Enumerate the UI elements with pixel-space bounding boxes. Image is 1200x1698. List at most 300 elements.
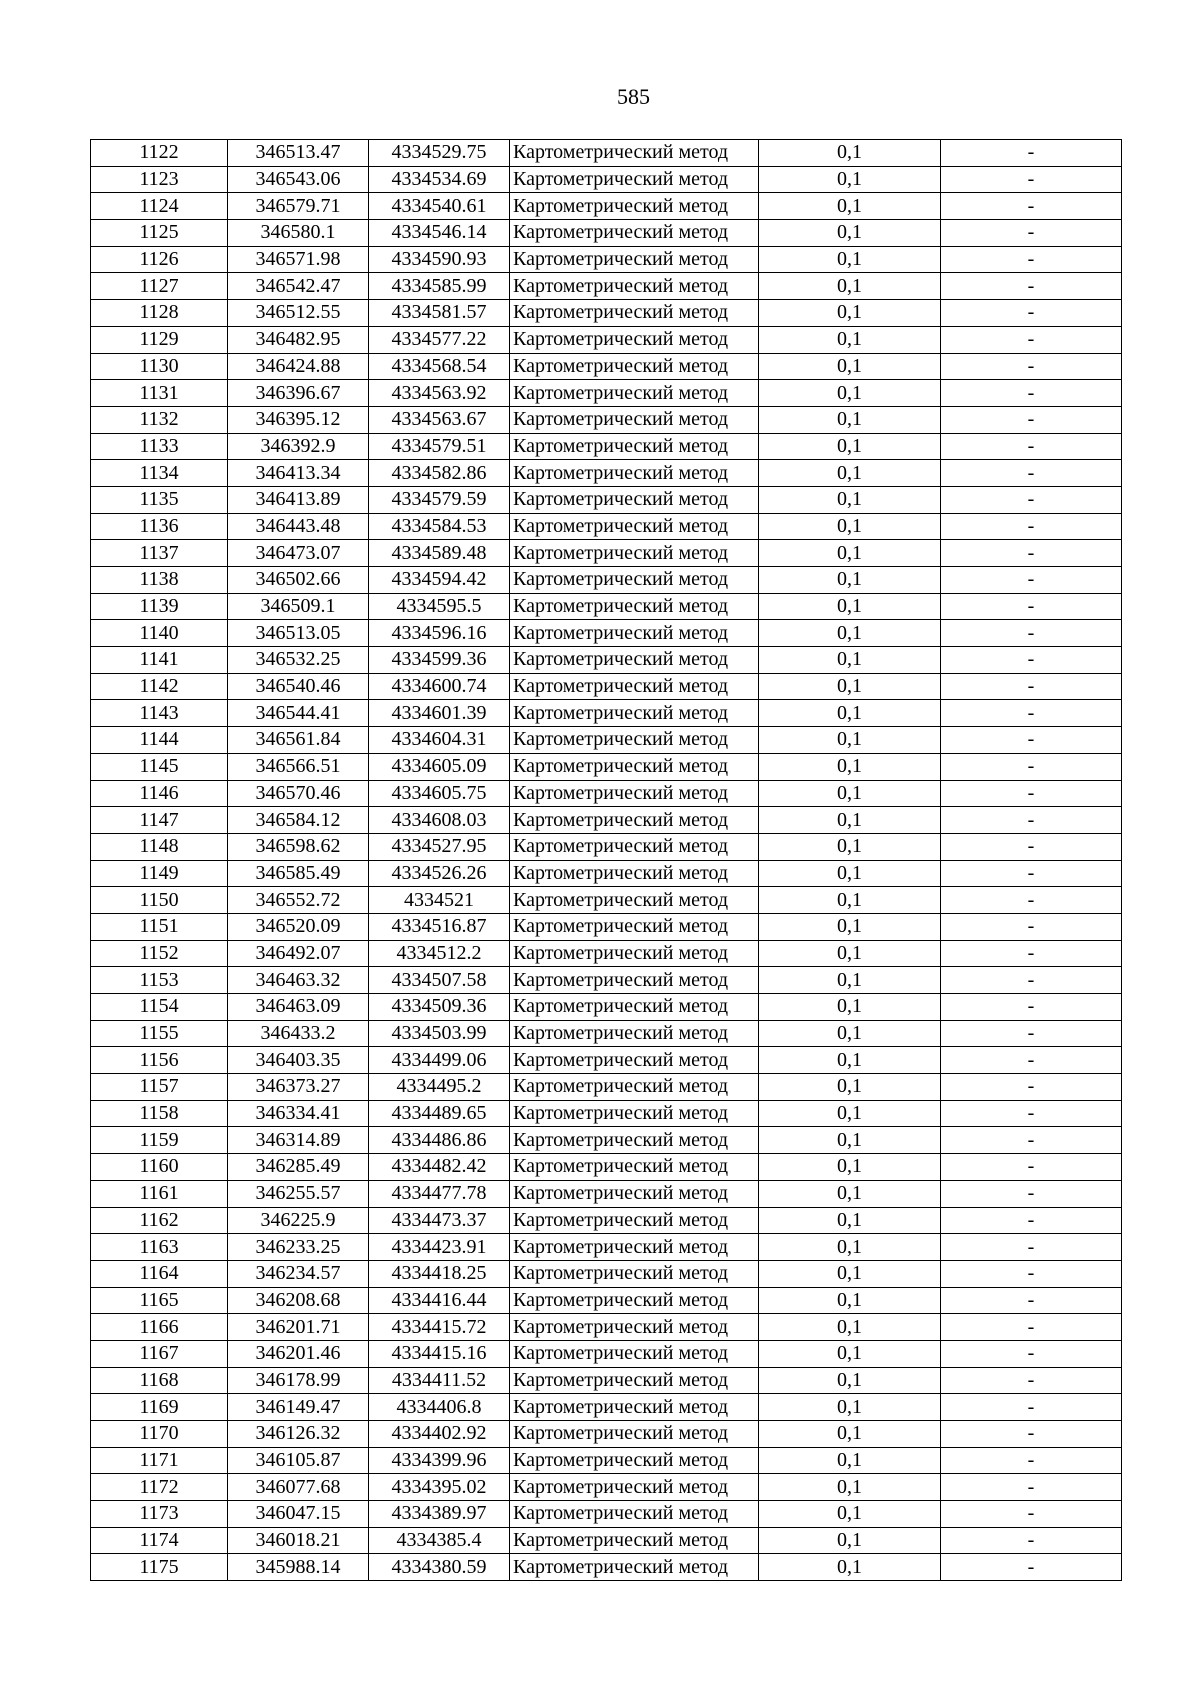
table-row (91, 994, 1122, 1021)
note-cell: - (941, 1367, 1122, 1394)
x-coordinate-cell: 346403.35 (228, 1047, 369, 1074)
method-cell: Картометрический метод (510, 913, 759, 940)
method-cell: Картометрический метод (510, 1447, 759, 1474)
accuracy-cell: 0,1 (759, 380, 941, 407)
table-row (91, 593, 1122, 620)
x-coordinate-cell: 346413.89 (228, 486, 369, 513)
point-number-cell: 1173 (91, 1501, 228, 1528)
point-number-cell: 1160 (91, 1154, 228, 1181)
table-row (91, 1180, 1122, 1207)
point-number-cell: 1141 (91, 647, 228, 674)
point-number-cell: 1175 (91, 1554, 228, 1581)
accuracy-cell: 0,1 (759, 887, 941, 914)
y-coordinate-cell: 4334599.36 (369, 647, 510, 674)
method-cell: Картометрический метод (510, 1074, 759, 1101)
point-number-cell: 1174 (91, 1527, 228, 1554)
x-coordinate-cell: 346502.66 (228, 567, 369, 594)
table-row (91, 1100, 1122, 1127)
table-row (91, 326, 1122, 353)
accuracy-cell: 0,1 (759, 1260, 941, 1287)
point-number-cell: 1151 (91, 913, 228, 940)
accuracy-cell: 0,1 (759, 753, 941, 780)
x-coordinate-cell: 346540.46 (228, 673, 369, 700)
x-coordinate-cell: 346509.1 (228, 593, 369, 620)
method-cell: Картометрический метод (510, 1287, 759, 1314)
point-number-cell: 1131 (91, 380, 228, 407)
table-row (91, 140, 1122, 167)
accuracy-cell: 0,1 (759, 940, 941, 967)
x-coordinate-cell: 346492.07 (228, 940, 369, 967)
y-coordinate-cell: 4334509.36 (369, 994, 510, 1021)
note-cell: - (941, 807, 1122, 834)
accuracy-cell: 0,1 (759, 1527, 941, 1554)
note-cell: - (941, 1260, 1122, 1287)
x-coordinate-cell: 346334.41 (228, 1100, 369, 1127)
table-row (91, 887, 1122, 914)
y-coordinate-cell: 4334590.93 (369, 246, 510, 273)
point-number-cell: 1154 (91, 994, 228, 1021)
note-cell: - (941, 406, 1122, 433)
note-cell: - (941, 1314, 1122, 1341)
accuracy-cell: 0,1 (759, 913, 941, 940)
table-row (91, 1287, 1122, 1314)
accuracy-cell: 0,1 (759, 1447, 941, 1474)
table-row (91, 1314, 1122, 1341)
point-number-cell: 1168 (91, 1367, 228, 1394)
y-coordinate-cell: 4334563.92 (369, 380, 510, 407)
x-coordinate-cell: 346233.25 (228, 1234, 369, 1261)
table-row (91, 166, 1122, 193)
point-number-cell: 1153 (91, 967, 228, 994)
note-cell: - (941, 940, 1122, 967)
point-number-cell: 1169 (91, 1394, 228, 1421)
point-number-cell: 1129 (91, 326, 228, 353)
note-cell: - (941, 994, 1122, 1021)
table-row (91, 486, 1122, 513)
x-coordinate-cell: 346314.89 (228, 1127, 369, 1154)
note-cell: - (941, 513, 1122, 540)
y-coordinate-cell: 4334601.39 (369, 700, 510, 727)
x-coordinate-cell: 346513.05 (228, 620, 369, 647)
y-coordinate-cell: 4334605.75 (369, 780, 510, 807)
method-cell: Картометрический метод (510, 807, 759, 834)
table-row (91, 1367, 1122, 1394)
x-coordinate-cell: 346149.47 (228, 1394, 369, 1421)
table-row (91, 620, 1122, 647)
method-cell: Картометрический метод (510, 1180, 759, 1207)
note-cell: - (941, 780, 1122, 807)
x-coordinate-cell: 346482.95 (228, 326, 369, 353)
note-cell: - (941, 913, 1122, 940)
table-row (91, 1154, 1122, 1181)
y-coordinate-cell: 4334585.99 (369, 273, 510, 300)
point-number-cell: 1167 (91, 1340, 228, 1367)
table-row (91, 860, 1122, 887)
accuracy-cell: 0,1 (759, 967, 941, 994)
accuracy-cell: 0,1 (759, 513, 941, 540)
point-number-cell: 1135 (91, 486, 228, 513)
method-cell: Картометрический метод (510, 753, 759, 780)
note-cell: - (941, 246, 1122, 273)
y-coordinate-cell: 4334477.78 (369, 1180, 510, 1207)
table-row (91, 1207, 1122, 1234)
method-cell: Картометрический метод (510, 460, 759, 487)
x-coordinate-cell: 346552.72 (228, 887, 369, 914)
y-coordinate-cell: 4334546.14 (369, 220, 510, 247)
table-row (91, 273, 1122, 300)
y-coordinate-cell: 4334534.69 (369, 166, 510, 193)
x-coordinate-cell: 346544.41 (228, 700, 369, 727)
x-coordinate-cell: 346566.51 (228, 753, 369, 780)
note-cell: - (941, 460, 1122, 487)
accuracy-cell: 0,1 (759, 700, 941, 727)
y-coordinate-cell: 4334584.53 (369, 513, 510, 540)
method-cell: Картометрический метод (510, 433, 759, 460)
note-cell: - (941, 166, 1122, 193)
method-cell: Картометрический метод (510, 540, 759, 567)
point-number-cell: 1166 (91, 1314, 228, 1341)
point-number-cell: 1134 (91, 460, 228, 487)
point-number-cell: 1159 (91, 1127, 228, 1154)
x-coordinate-cell: 346585.49 (228, 860, 369, 887)
x-coordinate-cell: 346255.57 (228, 1180, 369, 1207)
point-number-cell: 1144 (91, 727, 228, 754)
method-cell: Картометрический метод (510, 780, 759, 807)
y-coordinate-cell: 4334529.75 (369, 140, 510, 167)
note-cell: - (941, 380, 1122, 407)
accuracy-cell: 0,1 (759, 647, 941, 674)
y-coordinate-cell: 4334507.58 (369, 967, 510, 994)
accuracy-cell: 0,1 (759, 860, 941, 887)
point-number-cell: 1125 (91, 220, 228, 247)
x-coordinate-cell: 346208.68 (228, 1287, 369, 1314)
accuracy-cell: 0,1 (759, 166, 941, 193)
x-coordinate-cell: 346413.34 (228, 460, 369, 487)
point-number-cell: 1145 (91, 753, 228, 780)
point-number-cell: 1164 (91, 1260, 228, 1287)
note-cell: - (941, 887, 1122, 914)
y-coordinate-cell: 4334589.48 (369, 540, 510, 567)
method-cell: Картометрический метод (510, 1554, 759, 1581)
method-cell: Картометрический метод (510, 673, 759, 700)
table-row (91, 567, 1122, 594)
method-cell: Картометрический метод (510, 593, 759, 620)
x-coordinate-cell: 346584.12 (228, 807, 369, 834)
note-cell: - (941, 540, 1122, 567)
method-cell: Картометрический метод (510, 1100, 759, 1127)
x-coordinate-cell: 346373.27 (228, 1074, 369, 1101)
accuracy-cell: 0,1 (759, 780, 941, 807)
method-cell: Картометрический метод (510, 220, 759, 247)
note-cell: - (941, 1074, 1122, 1101)
method-cell: Картометрический метод (510, 860, 759, 887)
x-coordinate-cell: 346598.62 (228, 833, 369, 860)
y-coordinate-cell: 4334423.91 (369, 1234, 510, 1261)
method-cell: Картометрический метод (510, 326, 759, 353)
accuracy-cell: 0,1 (759, 433, 941, 460)
accuracy-cell: 0,1 (759, 833, 941, 860)
y-coordinate-cell: 4334600.74 (369, 673, 510, 700)
table-row (91, 1447, 1122, 1474)
point-number-cell: 1143 (91, 700, 228, 727)
table-row (91, 246, 1122, 273)
table-row (91, 647, 1122, 674)
method-cell: Картометрический метод (510, 994, 759, 1021)
accuracy-cell: 0,1 (759, 1100, 941, 1127)
point-number-cell: 1137 (91, 540, 228, 567)
x-coordinate-cell: 346201.71 (228, 1314, 369, 1341)
y-coordinate-cell: 4334516.87 (369, 913, 510, 940)
x-coordinate-cell: 346285.49 (228, 1154, 369, 1181)
method-cell: Картометрический метод (510, 700, 759, 727)
note-cell: - (941, 140, 1122, 167)
y-coordinate-cell: 4334418.25 (369, 1260, 510, 1287)
point-number-cell: 1123 (91, 166, 228, 193)
method-cell: Картометрический метод (510, 486, 759, 513)
y-coordinate-cell: 4334594.42 (369, 567, 510, 594)
y-coordinate-cell: 4334568.54 (369, 353, 510, 380)
point-number-cell: 1133 (91, 433, 228, 460)
y-coordinate-cell: 4334526.26 (369, 860, 510, 887)
y-coordinate-cell: 4334489.65 (369, 1100, 510, 1127)
table-row (91, 1394, 1122, 1421)
point-number-cell: 1142 (91, 673, 228, 700)
table-row (91, 1047, 1122, 1074)
y-coordinate-cell: 4334579.59 (369, 486, 510, 513)
y-coordinate-cell: 4334605.09 (369, 753, 510, 780)
method-cell: Картометрический метод (510, 1314, 759, 1341)
accuracy-cell: 0,1 (759, 1474, 941, 1501)
table-row (91, 1474, 1122, 1501)
method-cell: Картометрический метод (510, 406, 759, 433)
accuracy-cell: 0,1 (759, 406, 941, 433)
point-number-cell: 1158 (91, 1100, 228, 1127)
y-coordinate-cell: 4334563.67 (369, 406, 510, 433)
method-cell: Картометрический метод (510, 353, 759, 380)
table-row (91, 1340, 1122, 1367)
accuracy-cell: 0,1 (759, 1207, 941, 1234)
method-cell: Картометрический метод (510, 1047, 759, 1074)
x-coordinate-cell: 346580.1 (228, 220, 369, 247)
y-coordinate-cell: 4334596.16 (369, 620, 510, 647)
table-row (91, 940, 1122, 967)
table-row (91, 433, 1122, 460)
y-coordinate-cell: 4334411.52 (369, 1367, 510, 1394)
y-coordinate-cell: 4334499.06 (369, 1047, 510, 1074)
method-cell: Картометрический метод (510, 1367, 759, 1394)
y-coordinate-cell: 4334540.61 (369, 193, 510, 220)
y-coordinate-cell: 4334385.4 (369, 1527, 510, 1554)
x-coordinate-cell: 346396.67 (228, 380, 369, 407)
note-cell: - (941, 967, 1122, 994)
y-coordinate-cell: 4334581.57 (369, 300, 510, 327)
note-cell: - (941, 486, 1122, 513)
accuracy-cell: 0,1 (759, 1180, 941, 1207)
note-cell: - (941, 1447, 1122, 1474)
accuracy-cell: 0,1 (759, 460, 941, 487)
method-cell: Картометрический метод (510, 620, 759, 647)
accuracy-cell: 0,1 (759, 807, 941, 834)
point-number-cell: 1155 (91, 1020, 228, 1047)
point-number-cell: 1152 (91, 940, 228, 967)
x-coordinate-cell: 346543.06 (228, 166, 369, 193)
accuracy-cell: 0,1 (759, 1421, 941, 1448)
method-cell: Картометрический метод (510, 273, 759, 300)
method-cell: Картометрический метод (510, 380, 759, 407)
point-number-cell: 1138 (91, 567, 228, 594)
table-row (91, 353, 1122, 380)
x-coordinate-cell: 346126.32 (228, 1421, 369, 1448)
method-cell: Картометрический метод (510, 1020, 759, 1047)
x-coordinate-cell: 346433.2 (228, 1020, 369, 1047)
x-coordinate-cell: 346077.68 (228, 1474, 369, 1501)
note-cell: - (941, 567, 1122, 594)
table-row (91, 406, 1122, 433)
accuracy-cell: 0,1 (759, 1074, 941, 1101)
accuracy-cell: 0,1 (759, 353, 941, 380)
y-coordinate-cell: 4334395.02 (369, 1474, 510, 1501)
y-coordinate-cell: 4334416.44 (369, 1287, 510, 1314)
accuracy-cell: 0,1 (759, 1047, 941, 1074)
point-number-cell: 1140 (91, 620, 228, 647)
note-cell: - (941, 1180, 1122, 1207)
x-coordinate-cell: 346178.99 (228, 1367, 369, 1394)
table-row (91, 513, 1122, 540)
note-cell: - (941, 1154, 1122, 1181)
note-cell: - (941, 833, 1122, 860)
method-cell: Картометрический метод (510, 1421, 759, 1448)
accuracy-cell: 0,1 (759, 567, 941, 594)
note-cell: - (941, 1287, 1122, 1314)
x-coordinate-cell: 346018.21 (228, 1527, 369, 1554)
point-number-cell: 1132 (91, 406, 228, 433)
table-row (91, 1260, 1122, 1287)
point-number-cell: 1170 (91, 1421, 228, 1448)
coordinates-table-body (91, 140, 1122, 1581)
note-cell: - (941, 1474, 1122, 1501)
note-cell: - (941, 1340, 1122, 1367)
method-cell: Картометрический метод (510, 1340, 759, 1367)
accuracy-cell: 0,1 (759, 1367, 941, 1394)
table-row (91, 193, 1122, 220)
table-row (91, 380, 1122, 407)
table-row (91, 1074, 1122, 1101)
y-coordinate-cell: 4334495.2 (369, 1074, 510, 1101)
accuracy-cell: 0,1 (759, 1314, 941, 1341)
point-number-cell: 1136 (91, 513, 228, 540)
point-number-cell: 1157 (91, 1074, 228, 1101)
x-coordinate-cell: 346443.48 (228, 513, 369, 540)
note-cell: - (941, 1207, 1122, 1234)
note-cell: - (941, 353, 1122, 380)
method-cell: Картометрический метод (510, 567, 759, 594)
y-coordinate-cell: 4334595.5 (369, 593, 510, 620)
x-coordinate-cell: 346542.47 (228, 273, 369, 300)
note-cell: - (941, 273, 1122, 300)
point-number-cell: 1148 (91, 833, 228, 860)
y-coordinate-cell: 4334527.95 (369, 833, 510, 860)
table-row (91, 673, 1122, 700)
point-number-cell: 1130 (91, 353, 228, 380)
note-cell: - (941, 326, 1122, 353)
table-row (91, 1501, 1122, 1528)
point-number-cell: 1172 (91, 1474, 228, 1501)
y-coordinate-cell: 4334402.92 (369, 1421, 510, 1448)
point-number-cell: 1124 (91, 193, 228, 220)
accuracy-cell: 0,1 (759, 1127, 941, 1154)
x-coordinate-cell: 346225.9 (228, 1207, 369, 1234)
note-cell: - (941, 700, 1122, 727)
point-number-cell: 1162 (91, 1207, 228, 1234)
note-cell: - (941, 300, 1122, 327)
accuracy-cell: 0,1 (759, 486, 941, 513)
note-cell: - (941, 673, 1122, 700)
accuracy-cell: 0,1 (759, 140, 941, 167)
method-cell: Картометрический метод (510, 1394, 759, 1421)
table-row (91, 753, 1122, 780)
note-cell: - (941, 647, 1122, 674)
accuracy-cell: 0,1 (759, 1394, 941, 1421)
point-number-cell: 1161 (91, 1180, 228, 1207)
note-cell: - (941, 433, 1122, 460)
y-coordinate-cell: 4334389.97 (369, 1501, 510, 1528)
table-row (91, 1234, 1122, 1261)
method-cell: Картометрический метод (510, 1474, 759, 1501)
accuracy-cell: 0,1 (759, 727, 941, 754)
x-coordinate-cell: 346201.46 (228, 1340, 369, 1367)
note-cell: - (941, 593, 1122, 620)
point-number-cell: 1150 (91, 887, 228, 914)
table-row (91, 727, 1122, 754)
accuracy-cell: 0,1 (759, 1234, 941, 1261)
accuracy-cell: 0,1 (759, 620, 941, 647)
method-cell: Картометрический метод (510, 1260, 759, 1287)
note-cell: - (941, 1394, 1122, 1421)
x-coordinate-cell: 345988.14 (228, 1554, 369, 1581)
table-row (91, 540, 1122, 567)
method-cell: Картометрический метод (510, 887, 759, 914)
table-row (91, 780, 1122, 807)
method-cell: Картометрический метод (510, 513, 759, 540)
point-number-cell: 1165 (91, 1287, 228, 1314)
accuracy-cell: 0,1 (759, 193, 941, 220)
accuracy-cell: 0,1 (759, 540, 941, 567)
table-row (91, 300, 1122, 327)
method-cell: Картометрический метод (510, 1501, 759, 1528)
method-cell: Картометрический метод (510, 833, 759, 860)
point-number-cell: 1126 (91, 246, 228, 273)
accuracy-cell: 0,1 (759, 300, 941, 327)
y-coordinate-cell: 4334608.03 (369, 807, 510, 834)
x-coordinate-cell: 346463.09 (228, 994, 369, 1021)
y-coordinate-cell: 4334482.42 (369, 1154, 510, 1181)
point-number-cell: 1128 (91, 300, 228, 327)
y-coordinate-cell: 4334582.86 (369, 460, 510, 487)
y-coordinate-cell: 4334577.22 (369, 326, 510, 353)
method-cell: Картометрический метод (510, 300, 759, 327)
x-coordinate-cell: 346570.46 (228, 780, 369, 807)
x-coordinate-cell: 346512.55 (228, 300, 369, 327)
method-cell: Картометрический метод (510, 940, 759, 967)
x-coordinate-cell: 346047.15 (228, 1501, 369, 1528)
method-cell: Картометрический метод (510, 166, 759, 193)
x-coordinate-cell: 346473.07 (228, 540, 369, 567)
x-coordinate-cell: 346424.88 (228, 353, 369, 380)
method-cell: Картометрический метод (510, 1527, 759, 1554)
accuracy-cell: 0,1 (759, 1020, 941, 1047)
note-cell: - (941, 220, 1122, 247)
method-cell: Картометрический метод (510, 1154, 759, 1181)
